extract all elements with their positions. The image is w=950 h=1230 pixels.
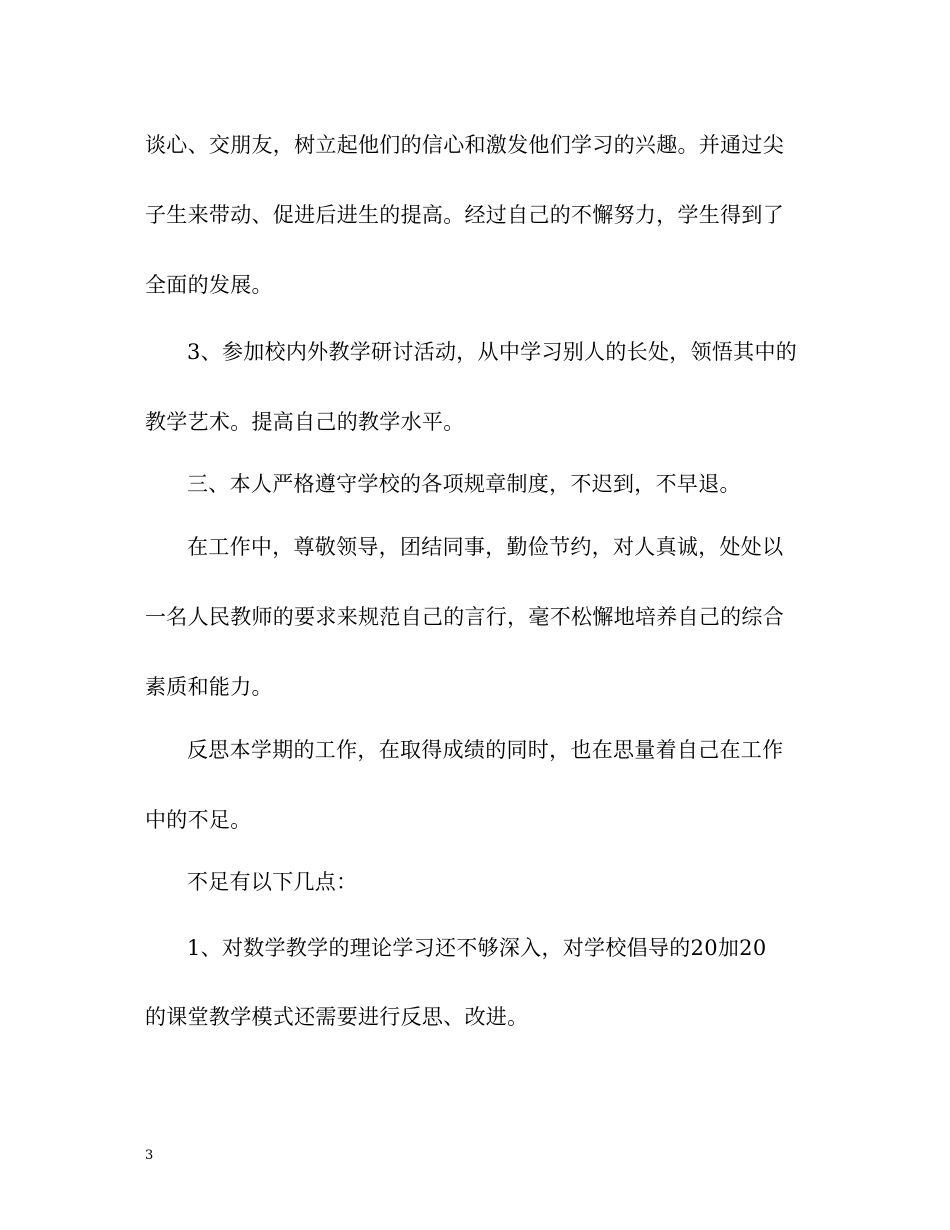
- text-line: 三、本人严格遵守学校的各项规章制度，不迟到，不早退。: [187, 472, 741, 496]
- text-line: 在工作中，尊敬领导，团结同事，勤俭节约，对人真诚，处处以: [187, 535, 784, 559]
- text-line: 教学艺术。提高自己的教学水平。: [145, 410, 465, 434]
- text-line: 不足有以下几点：: [187, 870, 358, 894]
- text-line: 子生来带动、促进后进生的提高。经过自己的不懈努力，学生得到了: [145, 203, 784, 227]
- text-line: 反思本学期的工作，在取得成绩的同时，也在思量着自己在工作: [187, 738, 784, 762]
- text-line: 中的不足。: [145, 808, 252, 832]
- page-number: 3: [145, 1148, 154, 1163]
- text-line: 谈心、交朋友，树立起他们的信心和激发他们学习的兴趣。并通过尖: [145, 133, 784, 157]
- text-line: 的课堂教学模式还需要进行反思、改进。: [145, 1005, 529, 1029]
- text-line: 一名人民教师的要求来规范自己的言行，毫不松懈地培养自己的综合: [145, 605, 784, 629]
- text-line: 3、参加校内外教学研讨活动，从中学习别人的长处，领悟其中的: [187, 340, 798, 364]
- text-line: 素质和能力。: [145, 675, 273, 699]
- text-line: 全面的发展。: [145, 273, 273, 297]
- text-line: 1、对数学教学的理论学习还不够深入，对学校倡导的20加20: [187, 936, 767, 960]
